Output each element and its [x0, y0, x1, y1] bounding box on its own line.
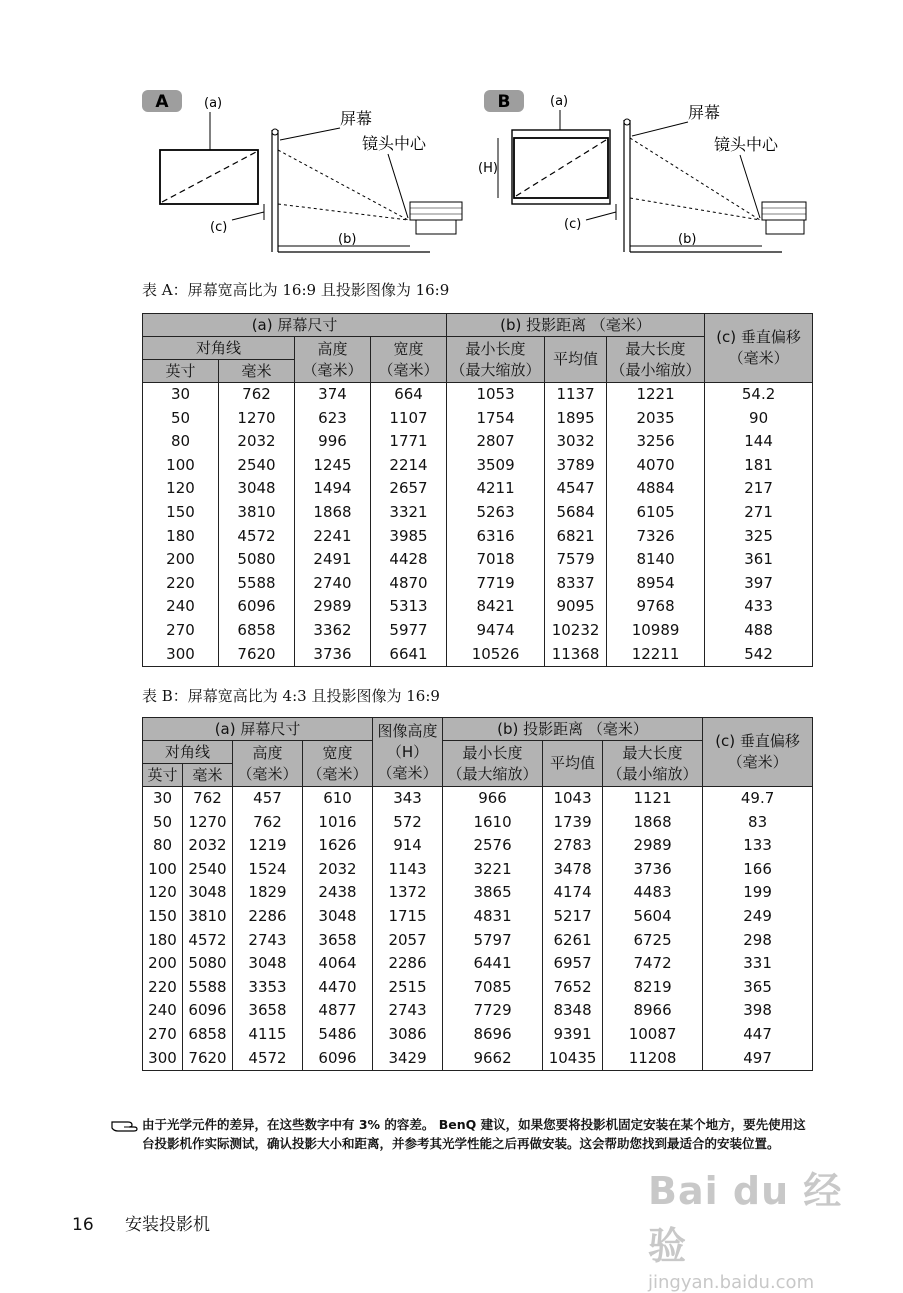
- table-cell: 623: [295, 407, 371, 431]
- header-min-length: 最小长度 （最大缩放）: [443, 741, 543, 787]
- table-cell: 2491: [295, 548, 371, 572]
- table-cell: 2241: [295, 525, 371, 549]
- page-number: 16: [72, 1215, 94, 1235]
- table-cell: 3048: [233, 952, 303, 976]
- header-average: 平均值: [543, 741, 603, 787]
- table-cell: 2657: [371, 477, 447, 501]
- table-cell: 3353: [233, 976, 303, 1000]
- table-cell: 2035: [607, 407, 705, 431]
- table-a-caption: 表 A：屏幕宽高比为 16:9 且投影图像为 16:9: [142, 281, 450, 299]
- table-cell: 83: [703, 811, 813, 835]
- table-row: [143, 572, 813, 596]
- table-cell: 6821: [545, 525, 607, 549]
- table-cell: 1771: [371, 430, 447, 454]
- table-b: [142, 717, 813, 1071]
- table-cell: 3429: [373, 1047, 443, 1071]
- table-cell: 488: [705, 619, 813, 643]
- table-cell: 80: [143, 430, 219, 454]
- table-cell: 9474: [447, 619, 545, 643]
- table-cell: 3048: [303, 905, 373, 929]
- table-cell: 4547: [545, 477, 607, 501]
- table-row: [143, 905, 813, 929]
- table-cell: 10989: [607, 619, 705, 643]
- table-cell: 5217: [543, 905, 603, 929]
- table-cell: 5313: [371, 595, 447, 619]
- table-cell: 9768: [607, 595, 705, 619]
- table-cell: 5080: [183, 952, 233, 976]
- table-cell: 343: [373, 787, 443, 811]
- label-a: (a): [550, 94, 569, 109]
- table-cell: 2286: [233, 905, 303, 929]
- header-inch: 英寸: [143, 360, 219, 383]
- table-cell: 7579: [545, 548, 607, 572]
- header-screen-size: (a) 屏幕尺寸: [143, 718, 373, 741]
- table-cell: 365: [703, 976, 813, 1000]
- table-cell: 6957: [543, 952, 603, 976]
- pointing-hand-icon: [110, 1116, 142, 1134]
- table-cell: 200: [143, 952, 183, 976]
- table-row: [143, 952, 813, 976]
- table-row: [143, 383, 813, 407]
- table-cell: 30: [143, 787, 183, 811]
- table-cell: 3478: [543, 858, 603, 882]
- table-row: [143, 643, 813, 667]
- diagram-b-tag: B: [497, 92, 511, 112]
- table-cell: 1245: [295, 454, 371, 478]
- table-row: [143, 1023, 813, 1047]
- table-cell: 12211: [607, 643, 705, 667]
- table-cell: 150: [143, 905, 183, 929]
- table-row: [143, 477, 813, 501]
- table-cell: 1219: [233, 834, 303, 858]
- table-cell: 3048: [183, 881, 233, 905]
- header-width: 宽度 （毫米）: [303, 741, 373, 787]
- table-cell: 7326: [607, 525, 705, 549]
- table-cell: 4064: [303, 952, 373, 976]
- table-cell: 10526: [447, 643, 545, 667]
- table-cell: 2740: [295, 572, 371, 596]
- header-projection-distance: (b) 投影距离 （毫米）: [443, 718, 703, 741]
- table-cell: 4211: [447, 477, 545, 501]
- header-average: 平均值: [545, 337, 607, 383]
- table-cell: 2540: [183, 858, 233, 882]
- header-screen-size: (a) 屏幕尺寸: [143, 314, 447, 337]
- table-cell: 5977: [371, 619, 447, 643]
- header-vertical-offset: (c) 垂直偏移 （毫米）: [703, 718, 813, 787]
- table-cell: 8954: [607, 572, 705, 596]
- table-cell: 2743: [373, 999, 443, 1023]
- table-cell: 5604: [603, 905, 703, 929]
- table-cell: 2576: [443, 834, 543, 858]
- table-cell: 300: [143, 1047, 183, 1071]
- table-cell: 2032: [219, 430, 295, 454]
- table-cell: 4572: [233, 1047, 303, 1071]
- table-cell: 181: [705, 454, 813, 478]
- table-row: [143, 407, 813, 431]
- label-c: (c): [210, 220, 228, 235]
- table-cell: 1715: [373, 905, 443, 929]
- table-row: [143, 834, 813, 858]
- note: [110, 1115, 810, 1153]
- table-cell: 497: [703, 1047, 813, 1071]
- header-height: 高度 （毫米）: [233, 741, 303, 787]
- table-cell: 8219: [603, 976, 703, 1000]
- table-cell: 3810: [219, 501, 295, 525]
- table-cell: 8421: [447, 595, 545, 619]
- table-cell: 610: [303, 787, 373, 811]
- header-inch: 英寸: [143, 764, 183, 787]
- table-cell: 3658: [233, 999, 303, 1023]
- table-cell: 7620: [219, 643, 295, 667]
- table-cell: 1270: [183, 811, 233, 835]
- table-cell: 10435: [543, 1047, 603, 1071]
- table-cell: 6096: [303, 1047, 373, 1071]
- header-image-height: 图像高度 （H） （毫米）: [373, 718, 443, 787]
- table-cell: 914: [373, 834, 443, 858]
- table-row: [143, 976, 813, 1000]
- table-cell: 1524: [233, 858, 303, 882]
- table-cell: 7085: [443, 976, 543, 1000]
- table-cell: 996: [295, 430, 371, 454]
- table-cell: 3048: [219, 477, 295, 501]
- table-cell: 331: [703, 952, 813, 976]
- table-cell: 572: [373, 811, 443, 835]
- table-cell: 240: [143, 999, 183, 1023]
- table-cell: 1270: [219, 407, 295, 431]
- table-cell: 6441: [443, 952, 543, 976]
- table-cell: 50: [143, 407, 219, 431]
- table-cell: 199: [703, 881, 813, 905]
- table-cell: 6641: [371, 643, 447, 667]
- table-cell: 49.7: [703, 787, 813, 811]
- label-h: (H): [478, 161, 498, 176]
- table-cell: 762: [183, 787, 233, 811]
- diagram-b: [470, 80, 810, 260]
- table-cell: 3789: [545, 454, 607, 478]
- table-cell: 1895: [545, 407, 607, 431]
- table-cell: 8337: [545, 572, 607, 596]
- diagram-a-tag: A: [155, 92, 169, 112]
- table-cell: 166: [703, 858, 813, 882]
- table-cell: 2032: [183, 834, 233, 858]
- table-cell: 457: [233, 787, 303, 811]
- header-diagonal: 对角线: [143, 741, 233, 764]
- table-cell: 1043: [543, 787, 603, 811]
- table-row: [143, 525, 813, 549]
- table-cell: 270: [143, 619, 219, 643]
- table-cell: 240: [143, 595, 219, 619]
- table-cell: 180: [143, 525, 219, 549]
- table-row: [143, 501, 813, 525]
- header-mm: 毫米: [183, 764, 233, 787]
- table-cell: 1137: [545, 383, 607, 407]
- table-row: [143, 548, 813, 572]
- table-cell: 1016: [303, 811, 373, 835]
- table-cell: 2032: [303, 858, 373, 882]
- table-cell: 217: [705, 477, 813, 501]
- table-cell: 5684: [545, 501, 607, 525]
- table-cell: 4070: [607, 454, 705, 478]
- table-cell: 2438: [303, 881, 373, 905]
- table-cell: 11368: [545, 643, 607, 667]
- table-cell: 6096: [183, 999, 233, 1023]
- table-cell: 3810: [183, 905, 233, 929]
- table-b-body: [143, 787, 813, 1071]
- label-b: (b): [678, 232, 697, 247]
- table-cell: 3321: [371, 501, 447, 525]
- table-row: [143, 858, 813, 882]
- table-cell: 1121: [603, 787, 703, 811]
- table-cell: 4572: [219, 525, 295, 549]
- table-cell: 6316: [447, 525, 545, 549]
- table-cell: 8140: [607, 548, 705, 572]
- table-row: [143, 811, 813, 835]
- table-cell: 10087: [603, 1023, 703, 1047]
- table-cell: 30: [143, 383, 219, 407]
- table-cell: 80: [143, 834, 183, 858]
- header-diagonal: 对角线: [143, 337, 295, 360]
- label-c: (c): [564, 217, 582, 232]
- table-cell: 6096: [219, 595, 295, 619]
- table-cell: 361: [705, 548, 813, 572]
- table-cell: 144: [705, 430, 813, 454]
- table-cell: 7729: [443, 999, 543, 1023]
- table-cell: 4884: [607, 477, 705, 501]
- table-cell: 4483: [603, 881, 703, 905]
- table-cell: 5797: [443, 929, 543, 953]
- table-cell: 6105: [607, 501, 705, 525]
- table-row: [143, 1047, 813, 1071]
- table-cell: 2807: [447, 430, 545, 454]
- table-cell: 7719: [447, 572, 545, 596]
- table-cell: 9095: [545, 595, 607, 619]
- diagram-a: [140, 80, 470, 260]
- table-cell: 6858: [219, 619, 295, 643]
- table-cell: 762: [219, 383, 295, 407]
- table-cell: 1372: [373, 881, 443, 905]
- table-cell: 1107: [371, 407, 447, 431]
- table-cell: 100: [143, 858, 183, 882]
- table-cell: 1053: [447, 383, 545, 407]
- table-cell: 2989: [295, 595, 371, 619]
- label-a: (a): [204, 96, 223, 111]
- table-cell: 120: [143, 477, 219, 501]
- table-cell: 7652: [543, 976, 603, 1000]
- watermark-url: jingyan.baidu.com: [648, 1272, 815, 1293]
- label-screen: 屏幕: [688, 103, 721, 122]
- section-title: 安装投影机: [125, 1215, 211, 1235]
- table-cell: 3509: [447, 454, 545, 478]
- table-b-caption: 表 B：屏幕宽高比为 4:3 且投影图像为 16:9: [142, 687, 440, 705]
- label-lens-center: 镜头中心: [362, 134, 427, 153]
- table-cell: 180: [143, 929, 183, 953]
- table-cell: 220: [143, 976, 183, 1000]
- table-cell: 542: [705, 643, 813, 667]
- table-cell: 2515: [373, 976, 443, 1000]
- table-cell: 270: [143, 1023, 183, 1047]
- table-cell: 2540: [219, 454, 295, 478]
- table-a: [142, 313, 813, 667]
- table-cell: 1739: [543, 811, 603, 835]
- table-cell: 4428: [371, 548, 447, 572]
- table-cell: 2783: [543, 834, 603, 858]
- table-cell: 3736: [603, 858, 703, 882]
- table-cell: 325: [705, 525, 813, 549]
- table-cell: 966: [443, 787, 543, 811]
- table-cell: 7620: [183, 1047, 233, 1071]
- table-cell: 2214: [371, 454, 447, 478]
- table-row: [143, 430, 813, 454]
- table-cell: 2057: [373, 929, 443, 953]
- table-cell: 3736: [295, 643, 371, 667]
- table-cell: 433: [705, 595, 813, 619]
- table-cell: 664: [371, 383, 447, 407]
- table-cell: 8696: [443, 1023, 543, 1047]
- table-cell: 90: [705, 407, 813, 431]
- table-cell: 762: [233, 811, 303, 835]
- table-cell: 5080: [219, 548, 295, 572]
- table-cell: 3256: [607, 430, 705, 454]
- label-screen: 屏幕: [340, 109, 373, 128]
- table-cell: 271: [705, 501, 813, 525]
- table-cell: 1610: [443, 811, 543, 835]
- table-cell: 3086: [373, 1023, 443, 1047]
- header-height: 高度 （毫米）: [295, 337, 371, 383]
- table-cell: 6858: [183, 1023, 233, 1047]
- table-cell: 374: [295, 383, 371, 407]
- table-cell: 10232: [545, 619, 607, 643]
- table-cell: 8348: [543, 999, 603, 1023]
- table-cell: 4870: [371, 572, 447, 596]
- table-cell: 8966: [603, 999, 703, 1023]
- table-cell: 1829: [233, 881, 303, 905]
- note-text: 由于光学元件的差异，在这些数字中有 3% 的容差。 BenQ 建议，如果您要将投影机固定安装在某个地方，要先使用这台投影机作实际测试，确认投影大小和距离，并参考其光学性能之后再做安装。这会帮助您找到最适合的安装位置。: [142, 1117, 806, 1151]
- table-cell: 6725: [603, 929, 703, 953]
- header-mm: 毫米: [219, 360, 295, 383]
- table-cell: 7018: [447, 548, 545, 572]
- table-cell: 5588: [183, 976, 233, 1000]
- table-cell: 5486: [303, 1023, 373, 1047]
- label-lens-center: 镜头中心: [714, 135, 779, 154]
- table-cell: 1868: [603, 811, 703, 835]
- table-cell: 200: [143, 548, 219, 572]
- header-vertical-offset: (c) 垂直偏移 （毫米）: [705, 314, 813, 383]
- table-cell: 249: [703, 905, 813, 929]
- label-b: (b): [338, 232, 357, 247]
- table-cell: 220: [143, 572, 219, 596]
- table-cell: 9391: [543, 1023, 603, 1047]
- table-row: [143, 595, 813, 619]
- table-cell: 6261: [543, 929, 603, 953]
- header-min-length: 最小长度 （最大缩放）: [447, 337, 545, 383]
- table-cell: 397: [705, 572, 813, 596]
- table-cell: 133: [703, 834, 813, 858]
- table-cell: 4174: [543, 881, 603, 905]
- table-cell: 3865: [443, 881, 543, 905]
- table-cell: 3221: [443, 858, 543, 882]
- watermark: [648, 1160, 848, 1293]
- table-cell: 2989: [603, 834, 703, 858]
- watermark-brand: Bai du 经验: [648, 1169, 843, 1268]
- table-cell: 50: [143, 811, 183, 835]
- table-cell: 4572: [183, 929, 233, 953]
- table-cell: 7472: [603, 952, 703, 976]
- table-cell: 5263: [447, 501, 545, 525]
- table-cell: 1221: [607, 383, 705, 407]
- table-cell: 3658: [303, 929, 373, 953]
- table-cell: 447: [703, 1023, 813, 1047]
- table-cell: 3032: [545, 430, 607, 454]
- table-cell: 1494: [295, 477, 371, 501]
- header-projection-distance: (b) 投影距离 （毫米）: [447, 314, 705, 337]
- table-cell: 300: [143, 643, 219, 667]
- table-cell: 150: [143, 501, 219, 525]
- table-cell: 2286: [373, 952, 443, 976]
- table-cell: 4115: [233, 1023, 303, 1047]
- header-max-length: 最大长度 （最小缩放）: [603, 741, 703, 787]
- table-row: [143, 881, 813, 905]
- table-row: [143, 999, 813, 1023]
- table-cell: 3362: [295, 619, 371, 643]
- table-cell: 5588: [219, 572, 295, 596]
- table-cell: 2743: [233, 929, 303, 953]
- table-cell: 54.2: [705, 383, 813, 407]
- table-cell: 9662: [443, 1047, 543, 1071]
- table-cell: 11208: [603, 1047, 703, 1071]
- table-row: [143, 619, 813, 643]
- page-footer: [72, 1210, 236, 1235]
- table-cell: 398: [703, 999, 813, 1023]
- table-cell: 1143: [373, 858, 443, 882]
- table-cell: 298: [703, 929, 813, 953]
- table-row: [143, 454, 813, 478]
- table-cell: 1754: [447, 407, 545, 431]
- table-cell: 4470: [303, 976, 373, 1000]
- table-cell: 1626: [303, 834, 373, 858]
- table-row: [143, 929, 813, 953]
- table-cell: 4877: [303, 999, 373, 1023]
- table-cell: 4831: [443, 905, 543, 929]
- header-max-length: 最大长度 （最小缩放）: [607, 337, 705, 383]
- table-cell: 100: [143, 454, 219, 478]
- table-cell: 120: [143, 881, 183, 905]
- table-a-body: [143, 383, 813, 667]
- table-row: [143, 787, 813, 811]
- table-cell: 3985: [371, 525, 447, 549]
- table-cell: 1868: [295, 501, 371, 525]
- header-width: 宽度 （毫米）: [371, 337, 447, 383]
